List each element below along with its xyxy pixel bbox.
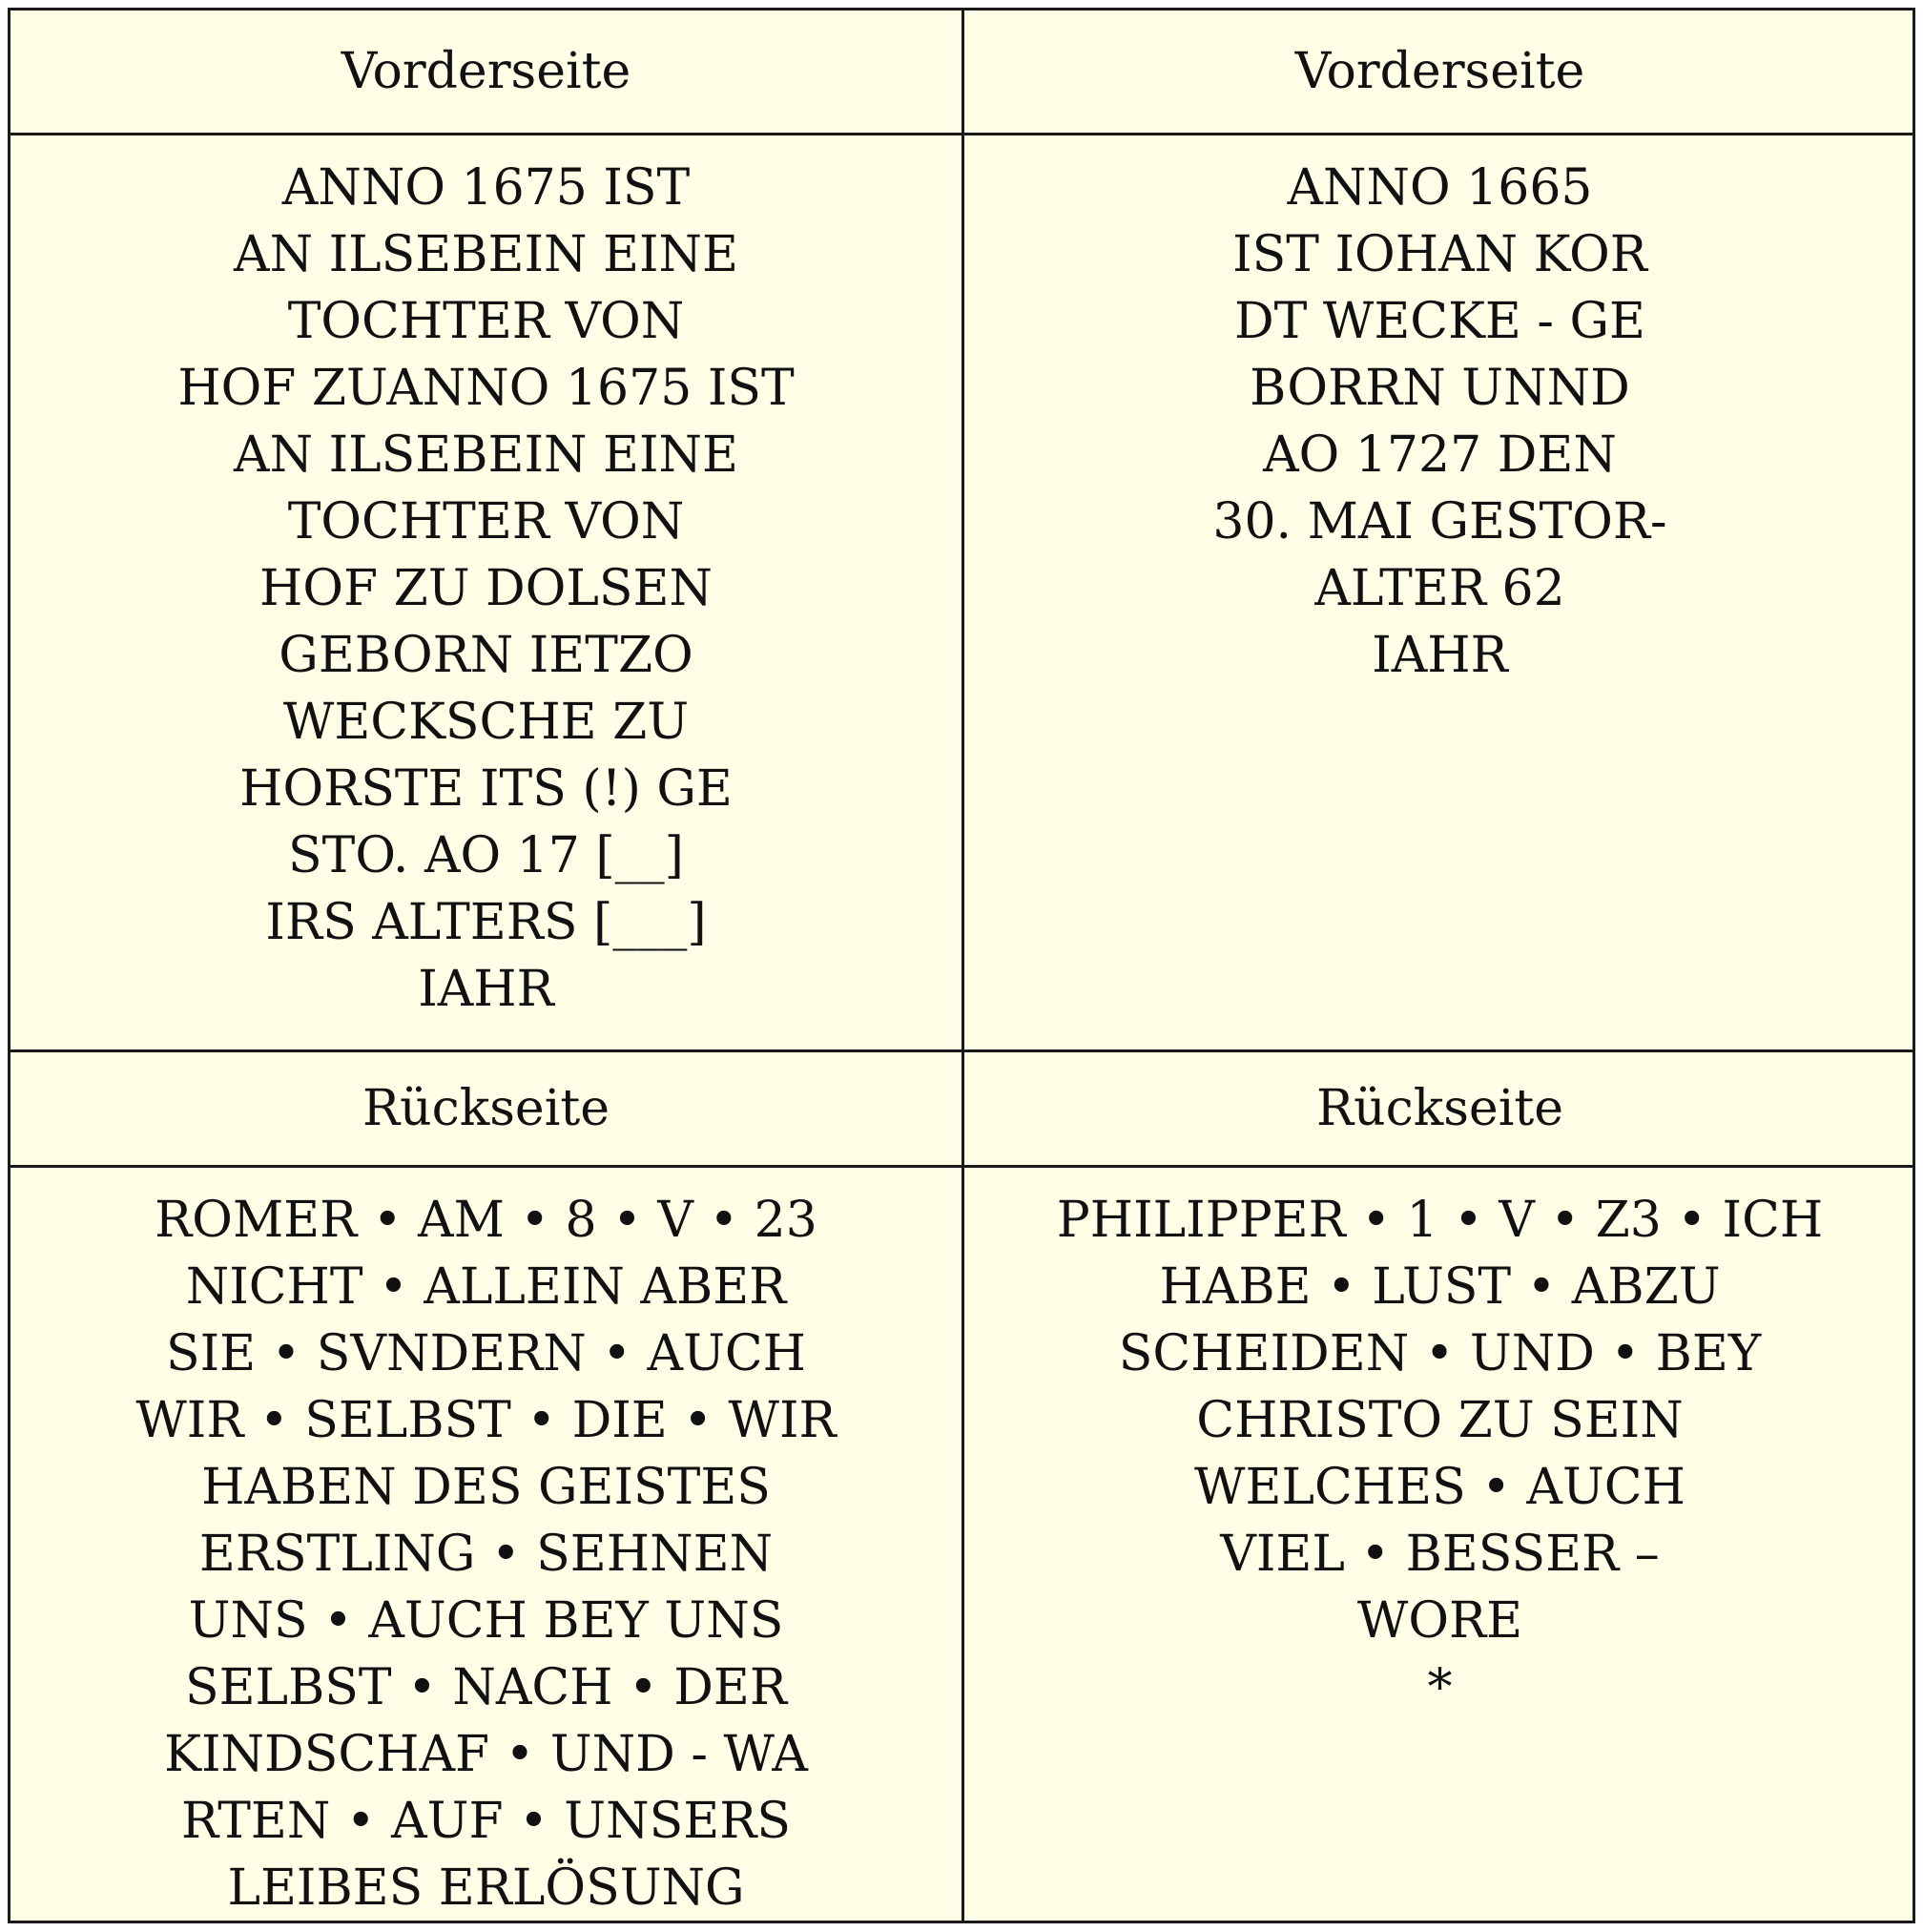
inscription-line: ANNO 1665 (1287, 159, 1593, 217)
header-back-right (964, 1052, 1915, 1168)
back-right-inscription (964, 1168, 1915, 1921)
inscription-line: HORSTE ITS (!) GE (239, 760, 733, 818)
back-left-inscription (10, 1168, 964, 1921)
inscription-line: UNS • AUCH BEY UNS (188, 1592, 784, 1650)
inscription-line: WIR • SELBST • DIE • WIR (135, 1392, 837, 1449)
inscription-line: * (1427, 1659, 1453, 1716)
inscription-line: IAHR (1372, 627, 1508, 684)
inscription-line: BORRN UNND (1250, 360, 1630, 417)
inscription-line: SIE • SVNDERN • AUCH (165, 1325, 807, 1382)
front-right-inscription (964, 135, 1915, 1052)
inscription-line: SCHEIDEN • UND • BEY (1118, 1325, 1762, 1382)
inscription-line: KINDSCHAF • UND - WA (164, 1726, 808, 1783)
inscription-line: GEBORN IETZO (279, 627, 693, 684)
inscription-line: DT WECKE - GE (1233, 293, 1646, 350)
inscription-line: AN ILSEBEIN EINE (234, 426, 738, 484)
inscription-line: WELCHES • AUCH (1194, 1459, 1685, 1516)
front-left-inscription (10, 135, 964, 1052)
inscription-line: NICHT • ALLEIN ABER (185, 1258, 787, 1316)
inscription-line: HOF ZUANNO 1675 IST (177, 360, 795, 417)
inscription-line: TOCHTER VON (287, 293, 685, 350)
inscription-line: 30. MAI GESTOR- (1212, 493, 1667, 551)
header-back-left-label: Rückseite (362, 1080, 610, 1137)
inscription-line: TOCHTER VON (287, 493, 685, 551)
header-back-right-label: Rückseite (1315, 1080, 1564, 1137)
inscription-line: WORE (1356, 1592, 1523, 1650)
inscription-line: ROMER • AM • 8 • V • 23 (155, 1192, 817, 1249)
inscription-line: CHRISTO ZU SEIN (1196, 1392, 1684, 1449)
inscription-line: SELBST • NACH • DER (184, 1659, 788, 1716)
inscription-table (8, 8, 1915, 1923)
inscription-line: ANNO 1675 IST (281, 159, 691, 217)
inscription-line: HABEN DES GEISTES (201, 1459, 771, 1516)
header-front-left-label: Vorderseite (341, 43, 631, 100)
inscription-line: AO 1727 DEN (1263, 426, 1617, 484)
inscription-line: VIEL • BESSER – (1220, 1526, 1660, 1583)
header-front-right (964, 10, 1915, 135)
inscription-line: STO. AO 17 [__] (288, 827, 684, 884)
inscription-line: IAHR (418, 961, 554, 1018)
inscription-line: HOF ZU DOLSEN (258, 560, 713, 617)
header-front-right-label: Vorderseite (1294, 43, 1585, 100)
header-front-left (10, 10, 964, 135)
inscription-line: WECKSCHE ZU (282, 694, 690, 751)
inscription-line: ERSTLING • SEHNEN (198, 1526, 774, 1583)
inscription-line: PHILIPPER • 1 • V • Z3 • ICH (1056, 1192, 1824, 1249)
inscription-line: HABE • LUST • ABZU (1159, 1258, 1721, 1316)
inscription-line: LEIBES ERLÖSUNG (227, 1859, 745, 1917)
inscription-line: IST IOHAN KOR (1232, 226, 1647, 283)
inscription-line: IRS ALTERS [___] (265, 894, 707, 951)
inscription-line: AN ILSEBEIN EINE (234, 226, 738, 283)
inscription-line: ALTER 62 (1314, 560, 1565, 617)
header-back-left (10, 1052, 964, 1168)
inscription-line: RTEN • AUF • UNSERS (181, 1793, 791, 1850)
